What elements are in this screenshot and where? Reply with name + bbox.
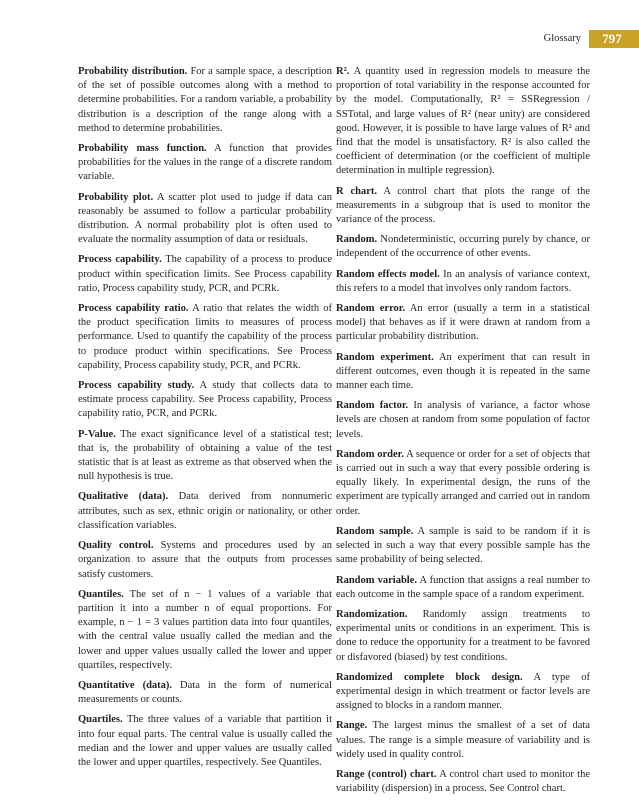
- glossary-term: Quantitative (data).: [78, 679, 173, 691]
- glossary-definition: Nondeterministic, occurring purely by chance, or independent of the occurrence of other events.: [336, 234, 591, 260]
- glossary-definition: Data derived from nonnumeric attributes, such as sex, ethnic origin or nationality, or other classification variables.: [78, 491, 332, 531]
- glossary-entry: [78, 191, 332, 248]
- glossary-entry: [336, 399, 590, 442]
- glossary-term: Range.: [336, 720, 368, 732]
- glossary-definition: An error (usually a term in a statistical model) that behaves as if it were drawn at random from a particular probability distribution.: [336, 303, 590, 343]
- glossary-definition: A ratio that relates the width of the product specification limits to measures of process performance. Used to quantify the capability of the process to produce product within specifications. See Process capability, Process capability study, PCR, and PCRk.: [78, 303, 332, 371]
- glossary-entry: [78, 539, 332, 582]
- glossary-term: Random sample.: [336, 525, 414, 537]
- glossary-entry: [336, 65, 590, 179]
- glossary-term: R².: [336, 66, 350, 77]
- glossary-entry: [336, 185, 590, 228]
- glossary-term: Random variable.: [336, 574, 417, 586]
- glossary-entry: [336, 574, 590, 602]
- glossary-term: Quality control.: [78, 540, 154, 552]
- glossary-term: P-Value.: [78, 428, 116, 440]
- glossary-definition: A function that assigns a real number to each outcome in the sample space of a random experiment.: [336, 574, 590, 600]
- glossary-definition: For a sample space, a description of the set of possible outcomes along with a method to determine probabilities. For a random variable, a probability distribution is a description of the range along with a method to determine probabilities.: [78, 66, 333, 134]
- glossary-entry: [336, 351, 590, 394]
- glossary-definition: A sample is said to be random if it is selected in such a way that every possible sample has the same probability of being selected.: [336, 525, 590, 566]
- glossary-definition: A study that collects data to estimate process capability. See Process capability, Process capability ratio, PCR, and PCRk.: [78, 380, 332, 420]
- glossary-definition: A type of experimental design in which treatment or factor levels are assigned to blocks in a random manner.: [336, 671, 591, 712]
- glossary-entry: [336, 448, 590, 519]
- glossary-entry: [336, 671, 590, 714]
- glossary-definition: A function that provides probabilities for the values in the range of a discrete random variable.: [78, 143, 332, 183]
- glossary-entry: [78, 428, 332, 485]
- glossary-entry: [336, 768, 590, 796]
- section-title: Glossary: [543, 33, 581, 44]
- glossary-term: Process capability ratio.: [78, 303, 189, 315]
- glossary-term: Probability plot.: [78, 191, 154, 203]
- glossary-definition: A control chart that plots the range of the measurements in a subgroup that is used to monitor the variance of the process.: [336, 185, 590, 226]
- glossary-entry: [336, 525, 590, 568]
- glossary-term: Qualitative (data).: [78, 491, 169, 503]
- glossary-term: Randomization.: [336, 608, 408, 620]
- glossary-definition: The capability of a process to produce product within specification limits. See Process capability ratio, Process capability study, PCR, and PCRk.: [78, 254, 333, 294]
- glossary-entry: [336, 608, 590, 665]
- glossary-term: Random error.: [336, 303, 406, 315]
- page-number: 797: [589, 30, 639, 48]
- glossary-definition: A scatter plot used to judge if data can reasonably be assumed to follow a particular probability distribution. A normal probability plot is often used to evaluate the normality assumption of data or residuals.: [78, 191, 333, 246]
- glossary-entry: [336, 268, 590, 296]
- glossary-entry: [336, 302, 590, 345]
- glossary-definition: Data in the form of numerical measurements or counts.: [78, 679, 332, 706]
- glossary-definition: In an analysis of variance context, this refers to a model that involves only random factors.: [336, 268, 590, 294]
- glossary-entry: [78, 65, 332, 136]
- glossary-entry: [78, 302, 332, 373]
- glossary-entry: [78, 379, 332, 422]
- glossary-entry: [78, 679, 332, 707]
- glossary-entry: [336, 719, 590, 762]
- glossary-term: Random experiment.: [336, 351, 434, 363]
- glossary-definition: A quantity used in regression models to measure the proportion of total variability in the response accounted for by the model. Computationally, R² = SSRegression / SSTotal, and large values of R² (near unity) are considered good. However, it is possible to have large values of R² and find that the model is unsatisfactory. R² is also called the coefficient of determination (or the coefficient of multiple determination in multiple regression).: [336, 66, 591, 177]
- glossary-term: Quartiles.: [78, 714, 123, 726]
- glossary-definition: The three values of a variable that partition it into four equal parts. The central value is usually called the median and the lower and upper values are usually called the lower and upper quartiles, respectively. See Quantiles.: [78, 714, 332, 768]
- glossary-entry: [78, 490, 332, 533]
- glossary-term: R chart.: [336, 185, 377, 197]
- glossary-term: Random.: [336, 234, 378, 246]
- glossary-entry: [78, 253, 332, 296]
- left-column: [78, 65, 332, 776]
- right-column: [336, 65, 590, 802]
- glossary-term: Probability mass function.: [78, 143, 207, 155]
- glossary-definition: The largest minus the smallest of a set of data values. The range is a simple measure of variability and is widely used in quality control.: [336, 720, 591, 760]
- glossary-entry: [78, 713, 332, 770]
- glossary-definition: In analysis of variance, a factor whose levels are chosen at random from some population of factor levels.: [336, 400, 591, 440]
- glossary-term: Probability distribution.: [78, 66, 188, 77]
- glossary-term: Random order.: [336, 448, 404, 460]
- glossary-definition: Randomly assign treatments to experimental units or conditions in an experiment. This is done to reduce the opportunity for a treatment to be favored or disfavored (biased) by test conditions.: [336, 608, 590, 663]
- glossary-definition: A sequence or order for a set of objects that is carried out in such a way that every possible ordering is equally likely. In experimental design, the runs of the experiment are typically arranged and carried out in random order.: [336, 448, 590, 517]
- glossary-entry: [78, 588, 332, 673]
- glossary-definition: The set of n − 1 values of a variable that partition it into a number n of equal proportions. For example, n − 1 = 3 values partition data into four quantiles, with the central value usually called the median and the lower and upper values usually called the lower and upper quartiles, respectively.: [78, 588, 332, 671]
- glossary-term: Random effects model.: [336, 268, 440, 280]
- running-header: [544, 30, 639, 48]
- glossary-definition: A control chart used to monitor the variability (dispersion) in a process. See Control chart.: [336, 768, 590, 795]
- glossary-definition: Systems and procedures used by an organization to assure that the outputs from processes satisfy customers.: [78, 540, 332, 580]
- glossary-definition: The exact significance level of a statistical test; that is, the probability of obtaining a value of the test statistic that is at least as extreme as that observed when the null hypothesis is true.: [78, 428, 333, 483]
- glossary-term: Random factor.: [336, 400, 409, 412]
- glossary-term: Randomized complete block design.: [336, 671, 523, 683]
- glossary-term: Process capability.: [78, 254, 162, 266]
- glossary-term: Range (control) chart.: [336, 768, 437, 780]
- glossary-term: Process capability study.: [78, 380, 195, 392]
- glossary-term: Quantiles.: [78, 588, 124, 600]
- glossary-entry: [78, 142, 332, 185]
- glossary-entry: [336, 233, 590, 261]
- glossary-definition: An experiment that can result in different outcomes, even though it is repeated in the same manner each time.: [336, 351, 591, 392]
